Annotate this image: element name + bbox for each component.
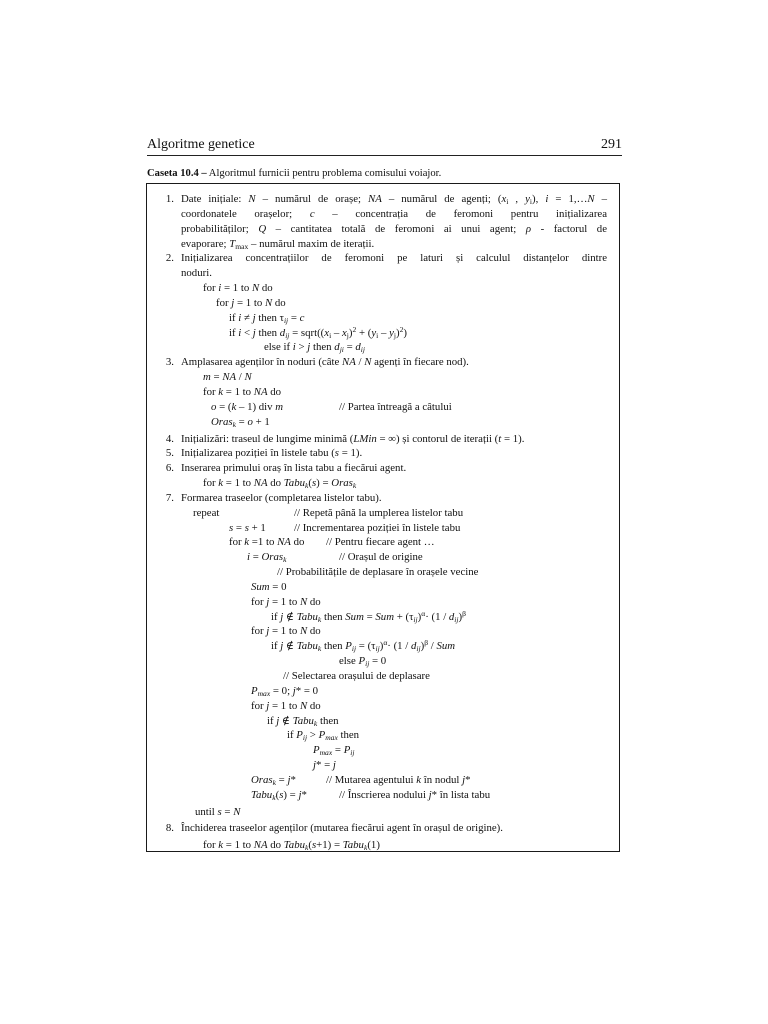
line-text: evaporare; $T_{max}$ – numărul maxim de iterații. <box>181 237 375 251</box>
line-text: // Probabilitățile de deplasare în orașele vecine <box>277 566 479 579</box>
algorithm-line <box>147 461 619 476</box>
algorithm-line <box>147 773 619 788</box>
line-text: Tabu$_k$(s) = j* <box>251 788 307 802</box>
box-caption <box>147 168 622 180</box>
line-text: Sum = 0 <box>251 580 287 593</box>
algorithm-line <box>147 296 619 311</box>
algorithm-line <box>147 400 619 415</box>
algorithm-line <box>147 639 619 654</box>
line-comment: // Incrementarea poziției în listele tabu <box>294 521 461 534</box>
algorithm-line <box>147 788 619 803</box>
step-number: 6. <box>165 462 174 475</box>
step-number: 2. <box>165 252 174 265</box>
algorithm-line <box>147 476 619 491</box>
line-text: j* = j <box>313 759 336 772</box>
step-number: 4. <box>165 432 174 445</box>
line-text: for j = 1 to N do <box>216 296 286 309</box>
line-text: for j = 1 to N do <box>251 625 321 638</box>
line-text: s = s + 1 <box>229 521 266 534</box>
line-text: m = NA / N <box>203 371 252 384</box>
algorithm-line <box>147 838 619 853</box>
line-text: if i ≠ j then $\tau_{ij} = c$ <box>229 311 305 325</box>
algorithm-line <box>147 684 619 699</box>
line-comment: // Mutarea agentului k în nodul j* <box>326 773 471 786</box>
algorithm-line <box>147 624 619 639</box>
algorithm-line <box>147 610 619 625</box>
step-number: 1. <box>165 193 174 205</box>
line-text: for k = 1 to NA do <box>203 385 282 398</box>
algorithm-line <box>147 192 619 207</box>
line-text: repeat <box>193 506 220 519</box>
algorithm-line <box>147 355 619 370</box>
algorithm-line <box>147 446 619 461</box>
step-number: 8. <box>165 822 174 835</box>
algorithm-line <box>147 805 619 820</box>
algorithm-line <box>147 758 619 773</box>
algorithm-line <box>147 222 619 237</box>
line-comment: // Orașul de origine <box>339 551 423 564</box>
line-text: Inițializări: traseul de lungime minimă (LMin = ∞) și contorul de iterații (t = 1). <box>181 432 525 445</box>
algorithm-line <box>147 699 619 714</box>
line-text: if j ∉ Tabu$_k$ then Sum = Sum + $(\tau_{ij})^\alpha\cdot (1 / d_{ij})^\beta$ <box>271 608 466 624</box>
algorithm-line <box>147 491 619 506</box>
algorithm-line <box>147 415 619 430</box>
line-comment: // Înscrierea nodului j* în lista tabu <box>339 788 491 801</box>
algorithm-line <box>147 326 619 341</box>
line-text: for i = 1 to N do <box>203 282 273 295</box>
caption-label: Caseta 10.4 – <box>147 168 207 179</box>
running-head <box>147 137 622 153</box>
line-text: Inițializarea poziției în listele tabu (s = 1). <box>181 447 363 460</box>
step-number: 7. <box>165 491 174 504</box>
line-text: for j = 1 to N do <box>251 699 321 712</box>
algorithm-line <box>147 251 619 266</box>
line-text: if j ∉ Tabu$_k$ then $P_{ij} = (\tau_{ij})^\alpha\cdot (1 / d_{ij})^\beta$ / Sum <box>271 638 456 654</box>
algorithm-line <box>147 281 619 296</box>
line-text: $P_{max} = 0$; j* = 0 <box>251 684 319 698</box>
line-text: Inițializarea concentrațiilor de feromoni pe laturi și calculul distanțelor dintre <box>181 252 607 265</box>
algorithm-line <box>147 521 619 536</box>
line-text: if $P_{ij} > P_{max}$ then <box>287 729 360 743</box>
header-rule <box>147 155 622 156</box>
algorithm-line <box>147 580 619 595</box>
line-text: Formarea traseelor (completarea listelor tabu). <box>181 491 382 504</box>
algorithm-line <box>147 654 619 669</box>
algorithm-line <box>147 385 619 400</box>
algorithm-line <box>147 714 619 729</box>
algorithm-line <box>147 237 619 252</box>
line-text: for k = 1 to NA do Tabu$_k$(s) = Oras$_k$ <box>203 477 357 490</box>
step-number: 5. <box>165 447 174 460</box>
line-text: for k =1 to NA do <box>229 536 305 549</box>
algorithm-line <box>147 743 619 758</box>
line-text: else if i > j then $d_{ji} = d_{ij}$ <box>264 341 365 355</box>
algorithm-line <box>147 565 619 580</box>
line-text: Închiderea traseelor agenților (mutarea fiecărui agent în orașul de origine). <box>181 822 503 835</box>
line-text: Amplasarea agenților în noduri (câte NA / N agenți în fiecare nod). <box>181 356 469 369</box>
algorithm-line <box>147 311 619 326</box>
line-text: if j ∉ Tabu$_k$ then <box>267 714 339 728</box>
algorithm-line <box>147 535 619 550</box>
algorithm-line <box>147 595 619 610</box>
caption-text: Algoritmul furnicii pentru problema comisului voiajor. <box>206 168 442 179</box>
line-comment: // Repetă până la umplerea listelor tabu <box>294 506 464 519</box>
algorithm-line <box>147 340 619 355</box>
chapter-title: Algoritme genetice <box>147 137 255 152</box>
line-text: Date inițiale: N – numărul de orașe; NA – numărul de agenți; ($x_i$ , $y_i$), i = 1,…N – <box>181 193 607 206</box>
line-comment: // Partea întreagă a câtului <box>339 400 452 413</box>
line-text: Oras$_k$ = o + 1 <box>211 415 270 429</box>
line-text: $P_{max} = P_{ij}$ <box>313 744 355 758</box>
line-text: probabilităților; Q – cantitatea totală de feromoni ai unui agent; ρ - factorul de <box>181 222 607 235</box>
line-text: if i < j then $d_{ij}$ = $sqrt((x_i - x_j)^2 + (y_i - y_j)^2)$ <box>229 324 407 340</box>
line-text: for k = 1 to NA do Tabu$_k$(s+1) = Tabu$_k$(1) <box>203 839 380 853</box>
algorithm-box <box>146 183 620 852</box>
algorithm-line <box>147 669 619 684</box>
line-text: Oras$_k$ = j* <box>251 773 296 787</box>
line-text: o = (k – 1) div m <box>211 400 284 413</box>
line-text: for j = 1 to N do <box>251 595 321 608</box>
line-text: noduri. <box>181 267 212 280</box>
line-text: i = Oras$_k$ <box>247 551 287 565</box>
algorithm-line <box>147 506 619 521</box>
line-comment: // Pentru fiecare agent … <box>326 536 435 549</box>
line-text: // Selectarea orașului de deplasare <box>283 670 430 682</box>
page-number: 291 <box>601 137 622 152</box>
algorithm-line <box>147 728 619 743</box>
algorithm-line <box>147 550 619 565</box>
algorithm-line <box>147 207 619 222</box>
line-text: Inserarea primului oraș în lista tabu a fiecărui agent. <box>181 462 407 475</box>
line-text: coordonatele orașelor; c – concentrația de feromoni pentru inițializarea <box>181 207 607 220</box>
line-text: until s = N <box>195 805 241 818</box>
algorithm-lines <box>147 192 619 853</box>
algorithm-line <box>147 432 619 447</box>
algorithm-line <box>147 370 619 385</box>
algorithm-line <box>147 821 619 836</box>
algorithm-line <box>147 266 619 281</box>
line-text: else $P_{ij} = 0$ <box>339 655 387 669</box>
step-number: 3. <box>165 356 174 369</box>
